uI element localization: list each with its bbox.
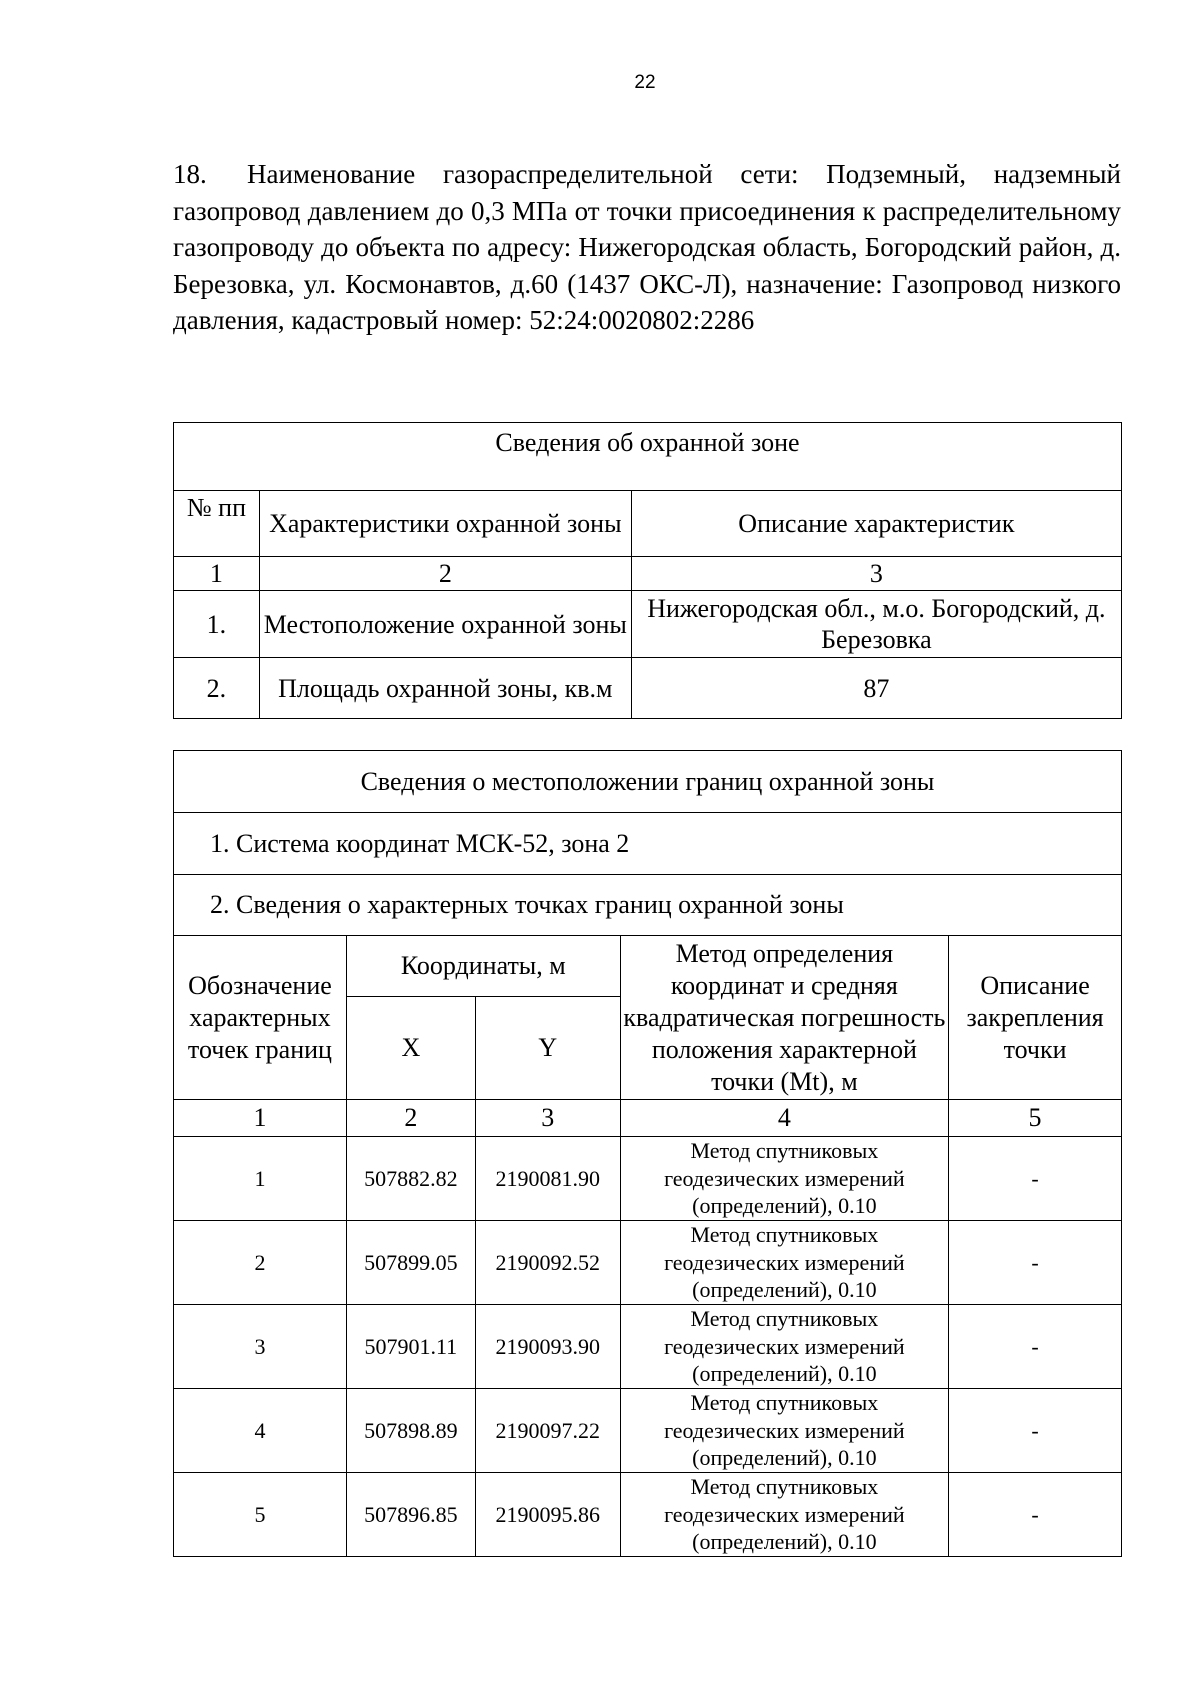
- section-row: [174, 875, 1122, 936]
- header-number: № пп: [174, 491, 260, 557]
- table-header-row: [174, 936, 1122, 997]
- point-designation: 3: [174, 1305, 347, 1389]
- point-x: 507899.05: [346, 1221, 475, 1305]
- header-coordinates: Координаты, м: [346, 936, 620, 997]
- column-number: 5: [949, 1100, 1122, 1137]
- header-description: Описание характеристик: [631, 491, 1121, 557]
- point-y: 2190081.90: [475, 1137, 620, 1221]
- table-row: [174, 591, 1122, 658]
- zone-table-title: Сведения об охранной зоне: [174, 423, 1122, 491]
- table-row: [174, 1473, 1122, 1557]
- point-fixing: -: [949, 1305, 1122, 1389]
- point-designation: 4: [174, 1389, 347, 1473]
- point-fixing: -: [949, 1473, 1122, 1557]
- header-characteristics: Характеристики охранной зоны: [259, 491, 631, 557]
- column-numbering-row: [174, 1100, 1122, 1137]
- header-x: X: [346, 997, 475, 1100]
- point-x: 507882.82: [346, 1137, 475, 1221]
- table-title-row: [174, 751, 1122, 813]
- point-method: Метод спутниковых геодезических измерений (определений), 0.10: [620, 1305, 948, 1389]
- table-row: [174, 658, 1122, 719]
- table-row: [174, 1305, 1122, 1389]
- page-number: 22: [634, 72, 656, 93]
- paragraph-number: 18.: [173, 159, 207, 189]
- point-method: Метод спутниковых геодезических измерений (определений), 0.10: [620, 1137, 948, 1221]
- point-designation: 5: [174, 1473, 347, 1557]
- table-title-row: [174, 423, 1122, 491]
- column-number: 2: [346, 1100, 475, 1137]
- column-number: 3: [631, 557, 1121, 591]
- point-fixing: -: [949, 1137, 1122, 1221]
- header-y: Y: [475, 997, 620, 1100]
- point-y: 2190097.22: [475, 1389, 620, 1473]
- paragraph-text: Наименование газораспределительной сети: Подземный, надземный газопровод давлением до 0,3 МПа от точки присоединения к распределительному газопроводу до объекта по адресу: Нижегородская область, Богородский район, д. Березовка, ул. Космонавтов, д.60 (1437 ОКС-Л), назначение: Газопровод низкого давления, кадастровый номер: 52:24:0020802:2286: [173, 159, 1121, 335]
- point-method: Метод спутниковых геодезических измерений (определений), 0.10: [620, 1389, 948, 1473]
- point-designation: 2: [174, 1221, 347, 1305]
- table-row: [174, 1221, 1122, 1305]
- row-characteristic: Площадь охранной зоны, кв.м: [259, 658, 631, 719]
- header-method: Метод определения координат и средняя квадратическая погрешность положения характерной точки (Mt), м: [620, 936, 948, 1100]
- point-designation: 1: [174, 1137, 347, 1221]
- row-number: 1.: [174, 591, 260, 658]
- protection-zone-table: [173, 422, 1122, 719]
- point-y: 2190095.86: [475, 1473, 620, 1557]
- points-section-label: 2. Сведения о характерных точках границ охранной зоны: [174, 875, 1122, 936]
- point-y: 2190092.52: [475, 1221, 620, 1305]
- point-fixing: -: [949, 1389, 1122, 1473]
- object-description-paragraph: [173, 156, 1121, 339]
- table-row: [174, 1137, 1122, 1221]
- boundary-table-title: Сведения о местоположении границ охранной зоны: [174, 751, 1122, 813]
- boundary-points-table: [173, 750, 1122, 1557]
- point-method: Метод спутниковых геодезических измерений (определений), 0.10: [620, 1221, 948, 1305]
- row-number: 2.: [174, 658, 260, 719]
- header-fixing: Описание закрепления точки: [949, 936, 1122, 1100]
- column-numbering-row: [174, 557, 1122, 591]
- point-x: 507898.89: [346, 1389, 475, 1473]
- column-number: 4: [620, 1100, 948, 1137]
- point-x: 507896.85: [346, 1473, 475, 1557]
- row-characteristic: Местоположение охранной зоны: [259, 591, 631, 658]
- point-fixing: -: [949, 1221, 1122, 1305]
- row-description: Нижегородская обл., м.о. Богородский, д. Березовка: [631, 591, 1121, 658]
- row-description: 87: [631, 658, 1121, 719]
- table-header-row: [174, 491, 1122, 557]
- column-number: 3: [475, 1100, 620, 1137]
- header-designation: Обозначение характерных точек границ: [174, 936, 347, 1100]
- column-number: 1: [174, 557, 260, 591]
- section-row: [174, 813, 1122, 875]
- point-y: 2190093.90: [475, 1305, 620, 1389]
- column-number: 1: [174, 1100, 347, 1137]
- coordinate-system-label: 1. Система координат МСК-52, зона 2: [174, 813, 1122, 875]
- point-method: Метод спутниковых геодезических измерений (определений), 0.10: [620, 1473, 948, 1557]
- point-x: 507901.11: [346, 1305, 475, 1389]
- column-number: 2: [259, 557, 631, 591]
- table-row: [174, 1389, 1122, 1473]
